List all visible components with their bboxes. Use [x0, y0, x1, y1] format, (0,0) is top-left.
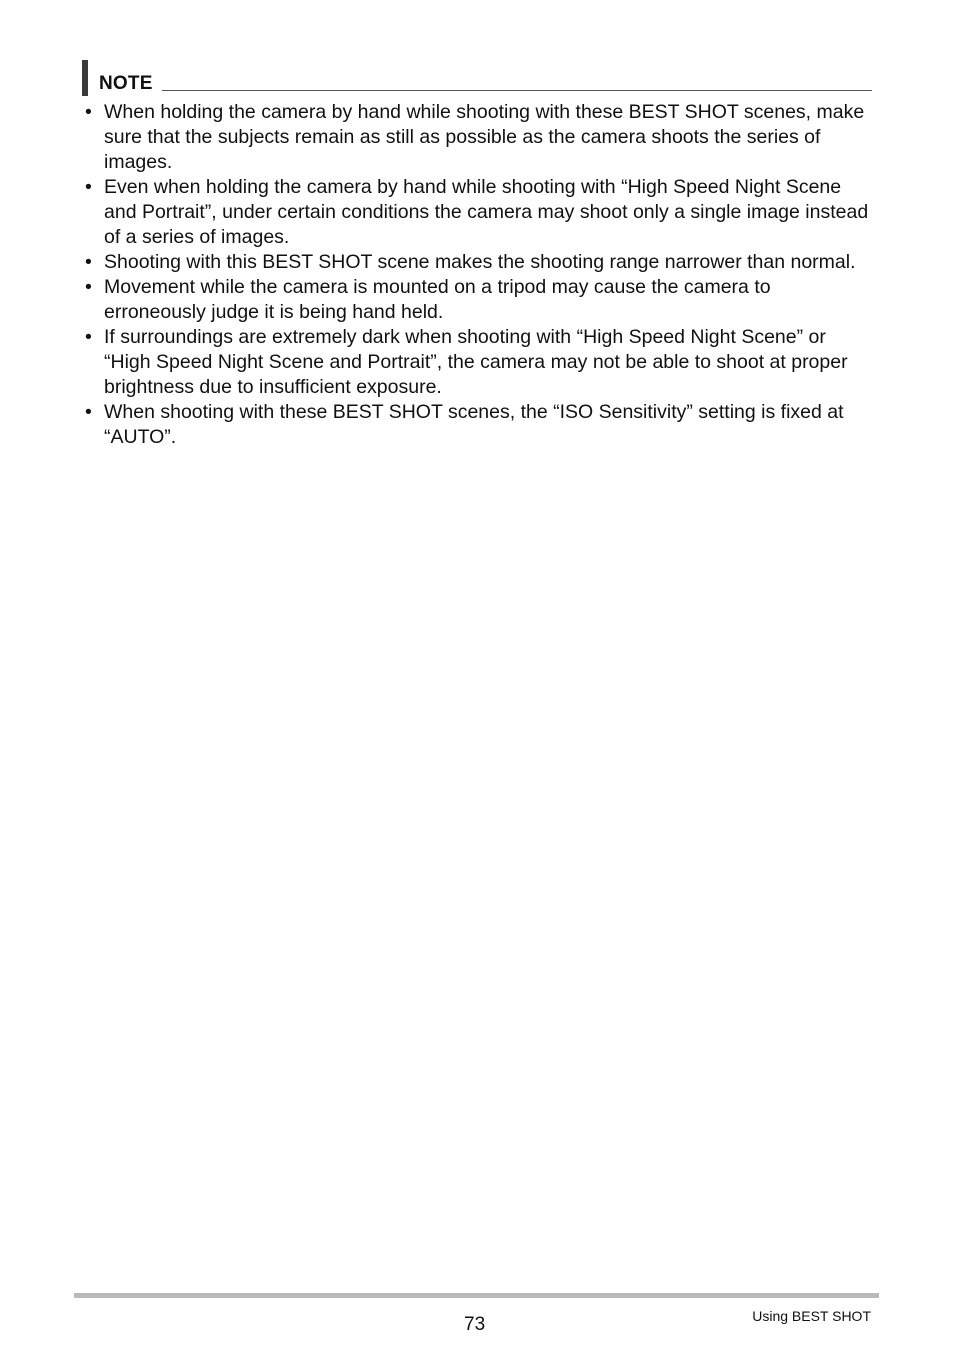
bullet-icon: •	[85, 401, 92, 423]
footer-divider	[74, 1293, 879, 1298]
note-item-text: If surroundings are extremely dark when shooting with “High Speed Night Scene” or “High Speed Night Scene and Portrait”, the camera may not be able to shoot at proper brightness due to insufficient exposure.	[104, 326, 848, 398]
note-item	[82, 100, 874, 175]
bullet-icon: •	[85, 176, 92, 198]
note-divider	[162, 90, 872, 91]
note-label: NOTE	[99, 73, 153, 94]
note-item-text: When holding the camera by hand while shooting with these BEST SHOT scenes, make sure that the subjects remain as still as possible as the camera shoots the series of images.	[104, 101, 865, 173]
bullet-icon: •	[85, 251, 92, 273]
note-item	[82, 250, 874, 275]
note-item-text: Even when holding the camera by hand while shooting with “High Speed Night Scene and Portrait”, under certain conditions the camera may shoot only a single image instead of a series of images.	[104, 176, 869, 248]
note-item	[82, 325, 874, 400]
note-list	[82, 100, 874, 450]
note-item-text: Movement while the camera is mounted on a tripod may cause the camera to erroneously judge it is being hand held.	[104, 276, 771, 323]
note-item	[82, 400, 874, 450]
note-item	[82, 175, 874, 250]
note-item-text: When shooting with these BEST SHOT scenes, the “ISO Sensitivity” setting is fixed at “AUTO”.	[104, 401, 844, 448]
bullet-icon: •	[85, 326, 92, 348]
section-name: Using BEST SHOT	[752, 1308, 871, 1324]
note-marker-bar	[82, 60, 88, 96]
page-number: 73	[464, 1314, 486, 1335]
note-item-text: Shooting with this BEST SHOT scene makes the shooting range narrower than normal.	[104, 251, 856, 273]
bullet-icon: •	[85, 101, 92, 123]
bullet-icon: •	[85, 276, 92, 298]
note-header	[82, 60, 872, 96]
note-item	[82, 275, 874, 325]
